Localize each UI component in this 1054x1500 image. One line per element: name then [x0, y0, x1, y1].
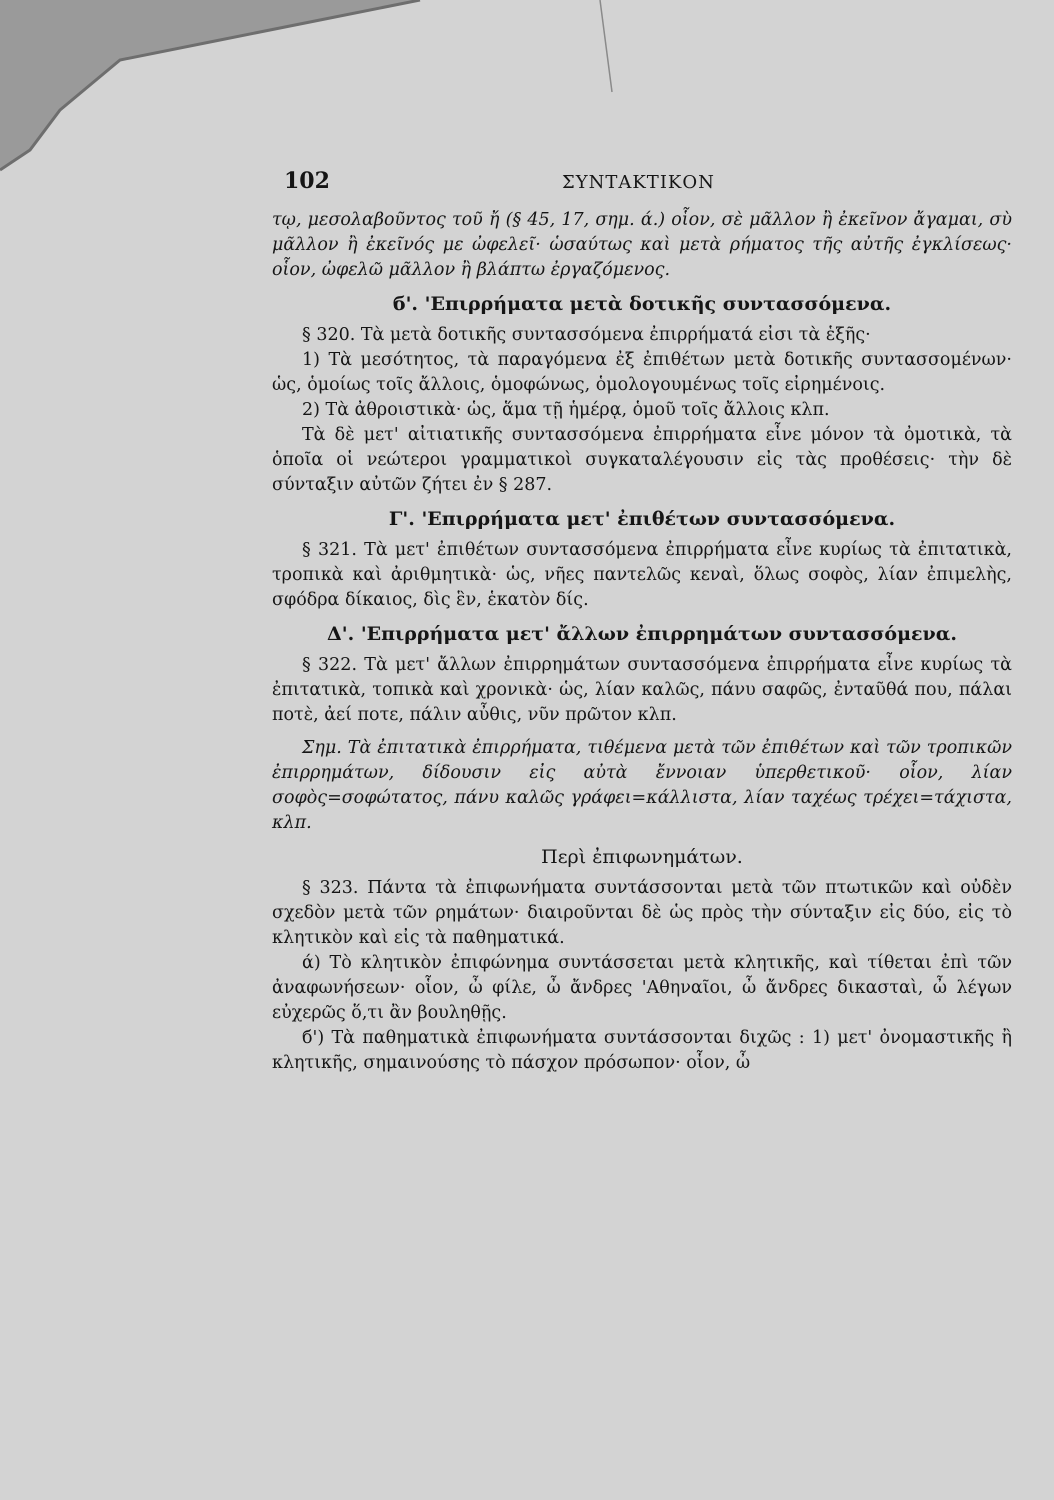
paragraph-323: § 323. Πάντα τὰ ἐπιφωνήματα συντάσσονται μετὰ τῶν πτωτικῶν καὶ οὐδὲν σχεδὸν μετὰ τῶν ρημάτων· διαιροῦνται δὲ ὡς πρὸς τὴν σύνταξιν εἰς δύο, εἰς τὸ κλητικὸν καὶ εἰς τὰ παθηματικά. — [272, 878, 1012, 948]
paragraph-320-note: Τὰ δὲ μετ' αἰτιατικῆς συντασσόμενα ἐπιρρήματα εἶνε μόνον τὰ ὀμοτικὰ, τὰ ὁποῖα οἱ νεώτεροι γραμματικοὶ συγκαταλέγουσιν εἰς τὰς προθέσεις· τὴν δὲ σύνταξιν αὐτῶν ζήτει ἐν § 287. — [272, 425, 1012, 495]
page-number: 102 — [284, 168, 330, 194]
paragraph-320-item-2: 2) Τὰ ἀθροιστικὰ· ὡς, ἅμα τῇ ἡμέρᾳ, ὁμοῦ τοῖς ἄλλοις κλπ. — [302, 400, 830, 420]
section-b-heading: б'. 'Επιρρήματα μετὰ δοτικῆς συντασσόμενα. — [392, 293, 892, 315]
page-content — [272, 160, 1012, 1076]
section-c-heading: Γ'. 'Επιρρήματα μετ' ἐπιθέτων συντασσόμενα. — [388, 508, 896, 530]
paragraph-323-item-a: ά) Τὸ κλητικὸν ἐπιφώνημα συντάσσεται μετὰ κλητικῆς, καὶ τίθεται ἐπὶ τῶν ἀναφωνήσεων· οἷον, ὦ φίλε, ὦ ἄνδρες 'Αθηναῖοι, ὦ ἄνδρες δικασταὶ, ὦ λέγων εὐχερῶς ὅ,τι ἂν βουληθῇς. — [272, 953, 1012, 1023]
running-title: ΣΥΝΤΑΚΤΙΚΟΝ — [562, 172, 715, 193]
paragraph-321: § 321. Τὰ μετ' ἐπιθέτων συντασσόμενα ἐπιρρήματα εἶνε κυρίως τὰ ἐπιτατικὰ, τροπικὰ καὶ ἀριθμητικὰ· ὡς, νῆες παντελῶς κεναὶ, ὅλως σοφὸς, λίαν ἐπιμελὴς, σφόδρα δίκαιος, δὶς ἓν, ἑκατὸν δίς. — [272, 540, 1012, 610]
section-d-heading: Δ'. 'Επιρρήματα μετ' ἄλλων ἐπιρρημάτων συντασσόμενα. — [327, 623, 957, 645]
paragraph-320: § 320. Τὰ μετὰ δοτικῆς συντασσόμενα ἐπιρρήματά εἰσι τὰ ἑξῆς· — [302, 325, 871, 345]
paragraph-320-item-1: 1) Τὰ μεσότητος, τὰ παραγόμενα ἐξ ἐπιθέτων μετὰ δοτικῆς συντασσομένων· ὡς, ὁμοίως τοῖς ἄλλοις, ὁμοφώνως, ὁμολογουμένως τοῖς εἰρημένοις. — [272, 350, 1012, 395]
paragraph-322: § 322. Τὰ μετ' ἄλλων ἐπιρρημάτων συντασσόμενα ἐπιρρήματα εἶνε κυρίως τὰ ἐπιτατικὰ, τοπικὰ καὶ χρονικὰ· ὡς, λίαν καλῶς, πάνυ σαφῶς, ἐνταῦθά που, πάλαι ποτὲ, ἀεί ποτε, πάλιν αὖθις, νῦν πρῶτον κλπ. — [272, 655, 1012, 725]
opening-paragraph: τῳ, μεσολαβοῦντος τοῦ ἤ (§ 45, 17, σημ. ά.) οἷον, σὲ μᾶλλον ἢ ἐκεῖνον ἄγαμαι, σὺ μᾶλλον ἢ ἐκεῖνός με ὠφελεῖ· ὡσαύτως καὶ μετὰ ρήματος τῆς αὐτῆς ἐγκλίσεως· οἷον, ὠφελῶ μᾶλλον ἢ βλάπτω ἐργαζόμενος. — [272, 210, 1012, 280]
page-header — [272, 160, 1012, 208]
paragraph-323-item-b: б') Τὰ παθηματικὰ ἐπιφωνήματα συντάσσονται διχῶς : 1) μετ' ὀνομαστικῆς ἢ κλητικῆς, σημαινούσης τὸ πάσχον πρόσωπον· οἷον, ὦ — [272, 1028, 1012, 1073]
remark-322: Σημ. Τὰ ἐπιτατικὰ ἐπιρρήματα, τιθέμενα μετὰ τῶν ἐπιθέτων καὶ τῶν τροπικῶν ἐπιρρημάτων, δίδουσιν εἰς αὐτὰ ἔννοιαν ὑπερθετικοῦ· οἷον, λίαν σοφὸς=σοφώτατος, πάνυ καλῶς γράφει=κάλλιστα, λίαν ταχέως τρέχει=τάχιστα, κλπ. — [272, 738, 1012, 833]
interjections-heading: Περὶ ἐπιφωνημάτων. — [541, 846, 743, 868]
